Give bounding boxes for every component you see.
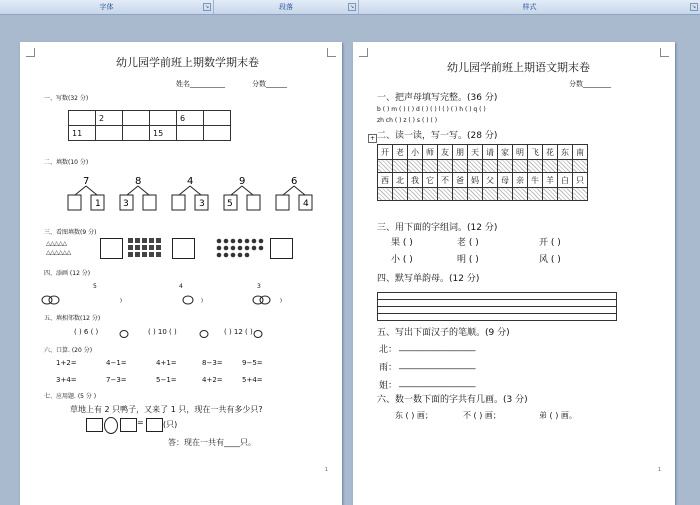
character-cell: 天 bbox=[468, 145, 483, 160]
stroke-count-item: 东 ( ) 画； bbox=[395, 411, 433, 420]
answer-box[interactable] bbox=[172, 238, 195, 259]
writing-cell[interactable] bbox=[498, 160, 513, 173]
writing-cell[interactable] bbox=[528, 188, 543, 201]
svg-text:): ) bbox=[120, 298, 122, 304]
character-cell: 飞 bbox=[528, 145, 543, 160]
character-cell: 只 bbox=[573, 173, 588, 188]
chinese-exam-page[interactable] bbox=[353, 42, 675, 505]
writing-cell[interactable] bbox=[543, 188, 558, 201]
math-title: 幼儿园学前班上期数学期末卷 bbox=[116, 56, 259, 69]
name-label: 姓名__________ bbox=[176, 80, 225, 88]
svg-text:): ) bbox=[201, 298, 203, 304]
writing-cell[interactable] bbox=[438, 160, 453, 173]
writing-cell[interactable] bbox=[483, 188, 498, 201]
calc-item: 7−3= bbox=[106, 376, 127, 384]
bond-right: 3 bbox=[123, 199, 129, 209]
character-cell: 朋 bbox=[453, 145, 468, 160]
calc-item: 9−5= bbox=[242, 359, 263, 367]
paragraph-group-label: 段落 bbox=[279, 3, 293, 11]
crop-mark bbox=[327, 48, 336, 57]
equation-box[interactable] bbox=[146, 418, 163, 432]
section-5-heading: 五、写出下面汉子的笔顺。(9 分) bbox=[377, 328, 510, 338]
svg-text:): ) bbox=[280, 298, 282, 304]
word-item: 小 ( ) bbox=[391, 255, 413, 265]
score-label: 分数______ bbox=[252, 80, 287, 88]
writing-cell[interactable] bbox=[573, 160, 588, 173]
styles-group-label: 样式 bbox=[522, 3, 537, 11]
bond-right: 1 bbox=[95, 199, 101, 209]
character-cell: 我 bbox=[408, 173, 423, 188]
bond-top: 8 bbox=[135, 176, 142, 187]
character-cell: 师 bbox=[423, 145, 438, 160]
calc-item: 5+4= bbox=[242, 376, 263, 384]
section-2-heading: 二、读一读，写一写。(28 分) bbox=[377, 131, 498, 141]
page-number: 1 bbox=[324, 467, 328, 473]
section-4-heading: 四、默写单韵母。(12 分) bbox=[377, 274, 480, 284]
font-dialog-launcher-icon[interactable]: ↘ bbox=[204, 4, 210, 10]
bond-right: 4 bbox=[303, 199, 309, 209]
section-5-heading: 五、填相邻数(12 分) bbox=[44, 315, 101, 322]
character-cell: 牛 bbox=[528, 173, 543, 188]
stroke-item: 北： bbox=[379, 345, 398, 355]
character-cell: 爸 bbox=[453, 173, 468, 188]
writing-cell[interactable] bbox=[483, 160, 498, 173]
bond-top: 4 bbox=[187, 176, 194, 187]
triangle-row: △△△△△△ bbox=[46, 249, 71, 256]
bond-right: 3 bbox=[199, 199, 205, 209]
character-cell: 母 bbox=[498, 173, 513, 188]
equation-box[interactable] bbox=[120, 418, 137, 432]
document-workspace[interactable] bbox=[0, 15, 700, 505]
section-1-heading: 一、写数(32 分) bbox=[44, 95, 89, 102]
section-2-heading: 二、填数(10 分) bbox=[44, 159, 89, 166]
calc-item: 3+4= bbox=[56, 376, 77, 384]
character-cell: 友 bbox=[438, 145, 453, 160]
character-cell: 花 bbox=[543, 145, 558, 160]
neighbor-ovals bbox=[40, 329, 320, 339]
section-3-heading: 三、看图填数(9 分) bbox=[44, 229, 97, 236]
character-cell: 羊 bbox=[543, 173, 558, 188]
writing-cell[interactable] bbox=[438, 188, 453, 201]
word-item: 风 ( ) bbox=[539, 255, 561, 265]
number-cell bbox=[96, 126, 123, 141]
section-4-heading: 四、添画 (12 分) bbox=[44, 270, 91, 277]
answer-line: 答：现在一共有____只。 bbox=[168, 438, 256, 447]
number-bond-diagrams bbox=[56, 175, 326, 225]
section-3-heading: 三、用下面的字组词。(12 分) bbox=[377, 223, 498, 233]
character-cell: 父 bbox=[483, 173, 498, 188]
writing-cell[interactable] bbox=[543, 160, 558, 173]
bond-top: 6 bbox=[291, 176, 298, 187]
character-cell: 亲 bbox=[513, 173, 528, 188]
neighbor-item: ( ) 6 ( ) bbox=[74, 328, 99, 336]
stroke-count-item: 弟 ( ) 画。 bbox=[539, 411, 577, 420]
number-cell bbox=[123, 111, 150, 126]
number-cell bbox=[150, 111, 177, 126]
calc-item: 4+1= bbox=[156, 359, 177, 367]
writing-cell[interactable] bbox=[498, 188, 513, 201]
bond-right: 5 bbox=[227, 199, 233, 209]
writing-cell[interactable] bbox=[513, 160, 528, 173]
table-move-handle-icon[interactable]: + bbox=[369, 135, 376, 142]
target-number: 3 bbox=[257, 283, 261, 290]
section-6-heading: 六、口算. (20 分) bbox=[44, 347, 93, 354]
pinyin-writing-lines[interactable] bbox=[377, 292, 617, 321]
character-cell: 开 bbox=[378, 145, 393, 160]
paragraph-dialog-launcher-icon[interactable]: ↘ bbox=[349, 4, 355, 10]
calc-item: 8−3= bbox=[202, 359, 223, 367]
character-cell: 南 bbox=[573, 145, 588, 160]
number-bond bbox=[172, 176, 208, 210]
writing-cell[interactable] bbox=[423, 188, 438, 201]
character-cell: 妈 bbox=[468, 173, 483, 188]
equation-unit: (只) bbox=[163, 420, 178, 429]
crop-mark bbox=[26, 48, 35, 57]
ribbon-bar bbox=[0, 0, 700, 15]
character-cell: 老 bbox=[393, 145, 408, 160]
number-bond bbox=[276, 176, 312, 210]
writing-cell[interactable] bbox=[393, 160, 408, 173]
character-table bbox=[377, 144, 588, 201]
stroke-item: 雨： bbox=[379, 363, 398, 373]
word-item: 明 ( ) bbox=[457, 255, 479, 265]
number-cell: 11 bbox=[69, 126, 96, 141]
calc-item: 4+2= bbox=[202, 376, 223, 384]
dot-grid bbox=[216, 238, 268, 258]
writing-cell[interactable] bbox=[558, 188, 573, 201]
chinese-title: 幼儿园学前班上期语文期末卷 bbox=[447, 61, 590, 74]
section-7-heading: 七、应用题. (5 分 ) bbox=[44, 393, 97, 400]
writing-cell[interactable] bbox=[378, 188, 393, 201]
writing-cell[interactable] bbox=[408, 188, 423, 201]
word-problem-text: 草地上有 2 只鸭子，又来了 1 只，现在一共有多少只? bbox=[70, 405, 263, 414]
stroke-item: 姐： bbox=[379, 381, 398, 391]
drawing-ovals bbox=[40, 293, 300, 307]
number-cell bbox=[69, 111, 96, 126]
crop-mark bbox=[359, 48, 368, 57]
math-exam-page[interactable] bbox=[20, 42, 342, 505]
number-cell bbox=[204, 111, 231, 126]
crop-mark bbox=[660, 48, 669, 57]
operator-oval[interactable] bbox=[104, 417, 118, 434]
equals-sign: = bbox=[137, 418, 144, 427]
writing-cell[interactable] bbox=[528, 160, 543, 173]
stroke-blank[interactable]: _________________ bbox=[399, 378, 476, 388]
neighbor-item: ( ) 12 ( ) bbox=[224, 328, 253, 336]
writing-cell[interactable] bbox=[423, 160, 438, 173]
writing-cell[interactable] bbox=[558, 160, 573, 173]
number-cell: 2 bbox=[96, 111, 123, 126]
target-number: 4 bbox=[179, 283, 183, 290]
writing-cell[interactable] bbox=[468, 160, 483, 173]
number-cell: 6 bbox=[177, 111, 204, 126]
writing-cell[interactable] bbox=[393, 188, 408, 201]
paragraph-group[interactable] bbox=[214, 0, 359, 14]
character-cell: 东 bbox=[558, 145, 573, 160]
writing-cell[interactable] bbox=[573, 188, 588, 201]
character-cell: 请 bbox=[483, 145, 498, 160]
equation-box[interactable] bbox=[86, 418, 103, 432]
writing-cell[interactable] bbox=[453, 160, 468, 173]
writing-cell[interactable] bbox=[513, 188, 528, 201]
answer-box[interactable] bbox=[100, 238, 123, 259]
score-label: 分数________ bbox=[569, 80, 611, 88]
section-6-heading: 六、数一数下面的字共有几画。(3 分) bbox=[377, 395, 528, 405]
styles-dialog-launcher-icon[interactable]: ↘ bbox=[691, 4, 697, 10]
target-number: 5 bbox=[93, 283, 97, 290]
word-item: 老 ( ) bbox=[457, 238, 479, 248]
stroke-blank[interactable]: _________________ bbox=[399, 360, 476, 370]
number-bond bbox=[120, 176, 156, 210]
bond-top: 9 bbox=[239, 176, 246, 187]
page-number: 1 bbox=[657, 467, 661, 473]
font-group[interactable] bbox=[0, 0, 214, 14]
pinyin-row: zh ch ( ) z ( ) s ( ) ( ) bbox=[377, 117, 438, 124]
stroke-count-item: 不 ( ) 画； bbox=[463, 411, 501, 420]
writing-cell[interactable] bbox=[408, 160, 423, 173]
font-group-label: 字体 bbox=[99, 3, 114, 11]
styles-group[interactable] bbox=[359, 0, 700, 14]
calc-item: 4−1= bbox=[106, 359, 127, 367]
word-item: 果 ( ) bbox=[391, 238, 413, 248]
word-item: 开 ( ) bbox=[539, 238, 561, 248]
section-1-heading: 一、把声母填写完整。(36 分) bbox=[377, 93, 498, 103]
number-cell bbox=[177, 126, 204, 141]
neighbor-item: ( ) 10 ( ) bbox=[148, 328, 177, 336]
character-cell: 家 bbox=[498, 145, 513, 160]
number-cell bbox=[123, 126, 150, 141]
bond-top: 7 bbox=[83, 176, 90, 187]
writing-cell[interactable] bbox=[378, 160, 393, 173]
character-cell: 北 bbox=[393, 173, 408, 188]
triangle-row: △△△△△ bbox=[46, 240, 67, 247]
stroke-blank[interactable]: _________________ bbox=[399, 342, 476, 352]
character-cell: 不 bbox=[438, 173, 453, 188]
calc-item: 1+2= bbox=[56, 359, 77, 367]
writing-cell[interactable] bbox=[453, 188, 468, 201]
square-grid bbox=[128, 238, 168, 258]
character-cell: 明 bbox=[513, 145, 528, 160]
character-cell: 白 bbox=[558, 173, 573, 188]
answer-box[interactable] bbox=[270, 238, 293, 259]
number-bond bbox=[68, 176, 104, 210]
character-cell: 西 bbox=[378, 173, 393, 188]
pinyin-row: b ( ) m ( ) ( ) d ( ) ( ) l ( ) ( ) h ( ) q ( ) bbox=[377, 106, 486, 113]
number-cell: 15 bbox=[150, 126, 177, 141]
calc-item: 5−1= bbox=[156, 376, 177, 384]
writing-cell[interactable] bbox=[468, 188, 483, 201]
number-table bbox=[68, 110, 231, 141]
number-bond bbox=[224, 176, 260, 210]
character-cell: 小 bbox=[408, 145, 423, 160]
number-cell bbox=[204, 126, 231, 141]
character-cell: 它 bbox=[423, 173, 438, 188]
